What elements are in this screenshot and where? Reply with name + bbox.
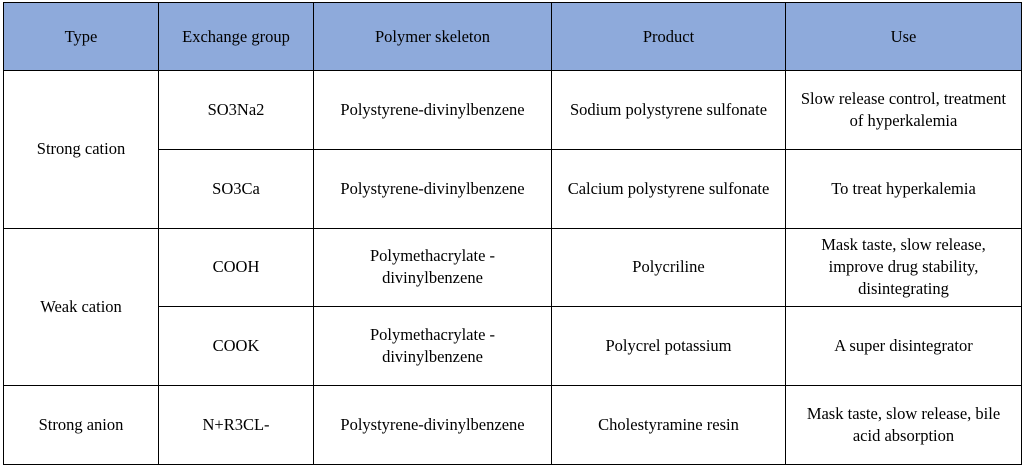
- polymer-skeleton-cell: [314, 307, 552, 386]
- use-cell: [786, 228, 1022, 307]
- header-product: Product: [552, 3, 786, 71]
- use-line: improve drug stability,: [828, 257, 979, 277]
- polymer-skeleton-line: divinylbenzene: [382, 347, 483, 367]
- exchange-group-cell: SO3Ca: [159, 149, 314, 228]
- use-line: Mask taste, slow release,: [821, 235, 986, 255]
- table-body: [4, 71, 1022, 465]
- product-cell: Polycriline: [552, 228, 786, 307]
- use-cell: To treat hyperkalemia: [786, 149, 1022, 228]
- use-cell: [786, 71, 1022, 150]
- product-cell: Polycrel potassium: [552, 307, 786, 386]
- exchange-group-cell: COOK: [159, 307, 314, 386]
- use-line: acid absorption: [852, 426, 955, 446]
- use-line: Slow release control, treatment: [800, 88, 1007, 108]
- product-cell: Calcium polystyrene sulfonate: [552, 149, 786, 228]
- polymer-skeleton-line: Polymethacrylate -: [369, 246, 496, 266]
- use-line: Mask taste, slow release, bile: [806, 404, 1001, 424]
- header-exchange-group: Exchange group: [159, 3, 314, 71]
- exchange-group-cell: N+R3CL-: [159, 386, 314, 465]
- use-line: of hyperkalemia: [849, 110, 958, 130]
- use-cell: [786, 386, 1022, 465]
- polymer-skeleton-cell: Polystyrene-divinylbenzene: [314, 149, 552, 228]
- table-row: [4, 228, 1022, 307]
- resin-table: [3, 2, 1022, 465]
- header-polymer-skeleton: Polymer skeleton: [314, 3, 552, 71]
- table-row: [4, 386, 1022, 465]
- polymer-skeleton-cell: Polystyrene-divinylbenzene: [314, 386, 552, 465]
- product-cell: Cholestyramine resin: [552, 386, 786, 465]
- polymer-skeleton-cell: [314, 228, 552, 307]
- type-cell: Strong cation: [4, 71, 159, 229]
- table-header: [4, 3, 1022, 71]
- type-cell: Strong anion: [4, 386, 159, 465]
- product-cell: Sodium polystyrene sulfonate: [552, 71, 786, 150]
- header-row: [4, 3, 1022, 71]
- type-cell: Weak cation: [4, 228, 159, 386]
- exchange-group-cell: SO3Na2: [159, 71, 314, 150]
- table-row: [4, 71, 1022, 150]
- polymer-skeleton-line: Polymethacrylate -: [369, 325, 496, 345]
- header-use: Use: [786, 3, 1022, 71]
- exchange-group-cell: COOH: [159, 228, 314, 307]
- use-cell: A super disintegrator: [786, 307, 1022, 386]
- use-line: disintegrating: [858, 279, 949, 299]
- polymer-skeleton-cell: Polystyrene-divinylbenzene: [314, 71, 552, 150]
- polymer-skeleton-line: divinylbenzene: [382, 268, 483, 288]
- header-type: Type: [4, 3, 159, 71]
